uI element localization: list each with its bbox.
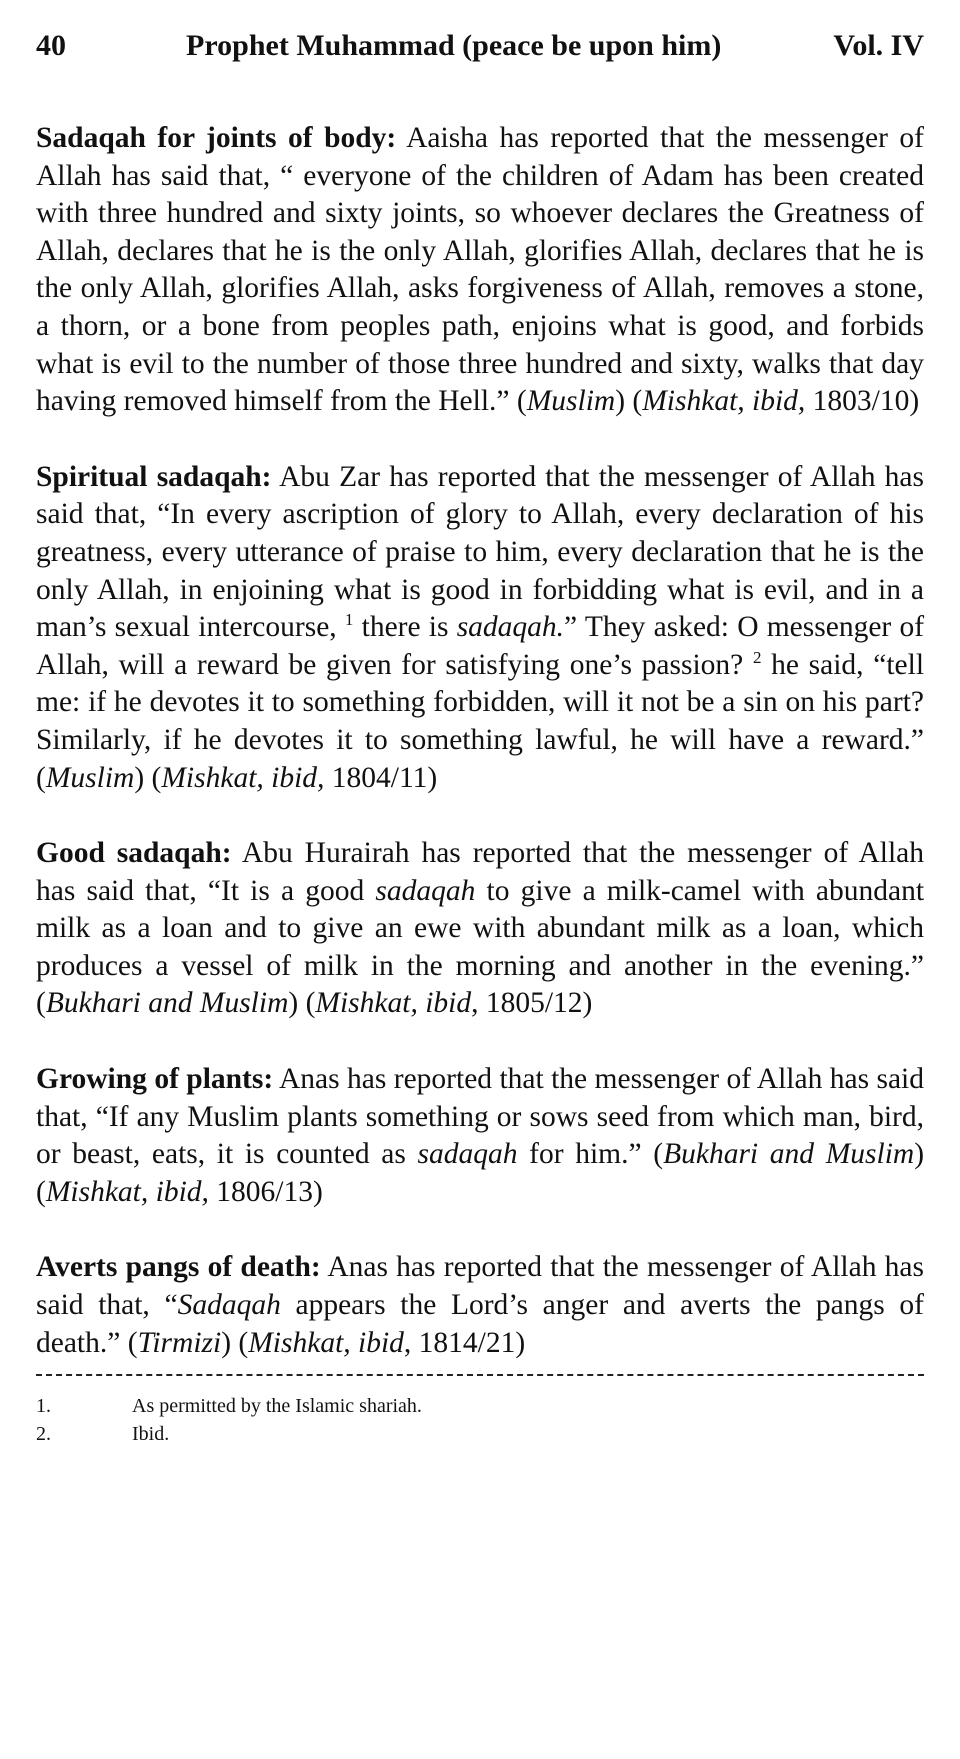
- section-text: Aaisha has reported that the messenger of Allah has said that, “ everyone of the children of Adam has been created with three hundred and sixty joints, so whoever declares the Greatness of Allah, declares that he is the only Allah, glorifies Allah, declares that he is the only Allah, glorifies Allah, asks forgiveness of Allah, removes a stone, a thorn, or a bone from peoples path, enjoins what is good, and forbids what is evil to the number of those three hundred and sixty, walks that day having removed himself from the Hell.”: [36, 122, 925, 418]
- reference-number: , 1814/21): [403, 1326, 526, 1359]
- section-text: appears the Lord’s anger and averts the pangs of death.”: [36, 1289, 924, 1359]
- section-text: Abu Zar has reported that the messenger of Allah has said that, “In every ascription of glory to Allah, every declaration of his greatness, every utterance of praise to him, every declaration that he is the only Allah, in enjoining what is good in forbidding what is evil, and in a man’s sexual intercourse,: [36, 460, 924, 644]
- source-citation: Mishkat, ibid,: [161, 761, 325, 794]
- section-heading: Spiritual sadaqah:: [36, 460, 272, 493]
- section-growing-of-plants: Growing of plants: Anas has reported that the messenger of Allah has said that, “If any Muslim plants something or sows seed from which man, bird, or beast, eats, it is counted as sadaqah for him.” (Bukhari and Muslim) (Mishkat, ibid, 1806/13): [36, 1063, 925, 1208]
- footnote-divider: [36, 1374, 924, 1376]
- footnote-number: 2.: [36, 1423, 51, 1446]
- section-heading: Growing of plants:: [36, 1063, 274, 1096]
- section-text: Anas has reported that the messenger of Allah has said that, “: [36, 1251, 924, 1322]
- section-heading: Averts pangs of death:: [36, 1251, 321, 1284]
- reference-number: , 1805/12): [471, 987, 593, 1020]
- source-citation: Mishkat, ibid,: [45, 1175, 209, 1208]
- section-heading: Good sadaqah:: [36, 837, 232, 870]
- volume-label: Vol. IV: [833, 29, 924, 62]
- italic-term: sadaqah: [417, 1138, 518, 1171]
- footnote-ref: 2: [752, 647, 762, 667]
- source-citation: Bukhari and Muslim: [663, 1138, 915, 1171]
- source-citation: Tirmizi: [137, 1326, 222, 1359]
- reference-number: 1804/11): [331, 761, 438, 794]
- section-text: to give a milk-camel with abundant milk as a loan and to give an ewe with abundant milk as a loan, which produces a vessel of milk in the morning and another in the evening.”: [36, 874, 925, 982]
- footnote-ref: 1: [344, 610, 354, 630]
- source-citation: Mishkat, ibid,: [642, 385, 806, 418]
- section-heading: Sadaqah for joints of body:: [36, 122, 397, 154]
- footnote: [36, 1392, 924, 1420]
- footnote-number: 1.: [36, 1395, 51, 1418]
- reference-number: 1803/10): [812, 385, 920, 418]
- source-citation: Mishkat, ibid: [315, 987, 472, 1020]
- section-averts-pangs-of-death: Averts pangs of death: Anas has reported that the messenger of Allah has said that, “Sadaqah appears the Lord’s anger and averts the pangs of death.” (Tirmizi) (Mishkat, ibid, 1814/21): [36, 1251, 924, 1359]
- source-citation: Mishkat, ibid: [248, 1326, 404, 1359]
- section-text: there is: [361, 611, 449, 644]
- italic-term: Sadaqah: [177, 1289, 281, 1322]
- section-text: Anas has reported that the messenger of Allah has said that, “If any Muslim plants something or sows seed from which man, bird, or beast, eats, it is counted as: [36, 1063, 924, 1171]
- section-text: he said, “tell me: if he devotes it to something forbidden, will it not be a sin on his part? Similarly, if he devotes it to something lawful, he will have a reward.”: [36, 648, 925, 756]
- section-text: ” They asked: O messenger of Allah, will a reward be given for satisfying one’s passion?: [36, 611, 925, 681]
- book-title: Prophet Muhammad (peace be upon him): [186, 29, 722, 62]
- footnote-text: As permitted by the Islamic shariah.: [132, 1395, 422, 1418]
- book-page: [36, 22, 924, 1448]
- section-joints-of-body: Sadaqah for joints of body: Aaisha has reported that the messenger of Allah has said that, “ everyone of the children of Adam has been created with three hundred and sixty joints, so whoever declares the Greatness of Allah, declares that he is the only Allah, glorifies Allah, declares that he is the only Allah, glorifies Allah, asks forgiveness of Allah, removes a stone, a thorn, or a bone from peoples path, enjoins what is good, and forbids what is evil to the number of those three hundred and sixty, walks that day having removed himself from the Hell.” (Muslim) (Mishkat, ibid, 1803/10): [36, 122, 925, 418]
- footnotes: [36, 1392, 924, 1448]
- italic-term: sadaqah.: [456, 611, 565, 644]
- reference-number: 1806/13): [216, 1175, 323, 1208]
- italic-term: sadaqah: [375, 874, 476, 907]
- section-spiritual-sadaqah: Spiritual sadaqah: Abu Zar has reported that the messenger of Allah has said that, “In every ascription of glory to Allah, every declaration of his greatness, every utterance of praise to him, every declaration that he is the only Allah, in enjoining what is good in forbidding what is evil, and in a man’s sexual intercourse, $^1$ there is sadaqah.” They asked: O messenger of Allah, will a reward be given for satisfying one’s passion? $^2$ he said, “tell me: if he devotes it to something forbidden, will it not be a sin on his part? Similarly, if he devotes it to something lawful, he will have a reward.” (Muslim) (Mishkat, ibid, 1804/11): [36, 460, 925, 794]
- section-text: for him.”: [529, 1138, 642, 1171]
- page-number: 40: [36, 29, 66, 62]
- source-citation: Muslim: [526, 385, 616, 418]
- section-good-sadaqah: Good sadaqah: Abu Hurairah has reported that the messenger of Allah has said that, “It is a good sadaqah to give a milk-camel with abundant milk as a loan and to give an ewe with abundant milk as a loan, which produces a vessel of milk in the morning and another in the evening.” (Bukhari and Muslim) (Mishkat, ibid, 1805/12): [36, 837, 925, 1020]
- section-text: Abu Hurairah has reported that the messenger of Allah has said that, “It is a good: [36, 837, 924, 907]
- source-citation: Bukhari and Muslim: [45, 987, 289, 1020]
- source-citation: Muslim: [45, 761, 135, 794]
- footnote-text: Ibid.: [132, 1423, 170, 1446]
- running-header: [36, 22, 924, 70]
- footnote: [36, 1420, 924, 1448]
